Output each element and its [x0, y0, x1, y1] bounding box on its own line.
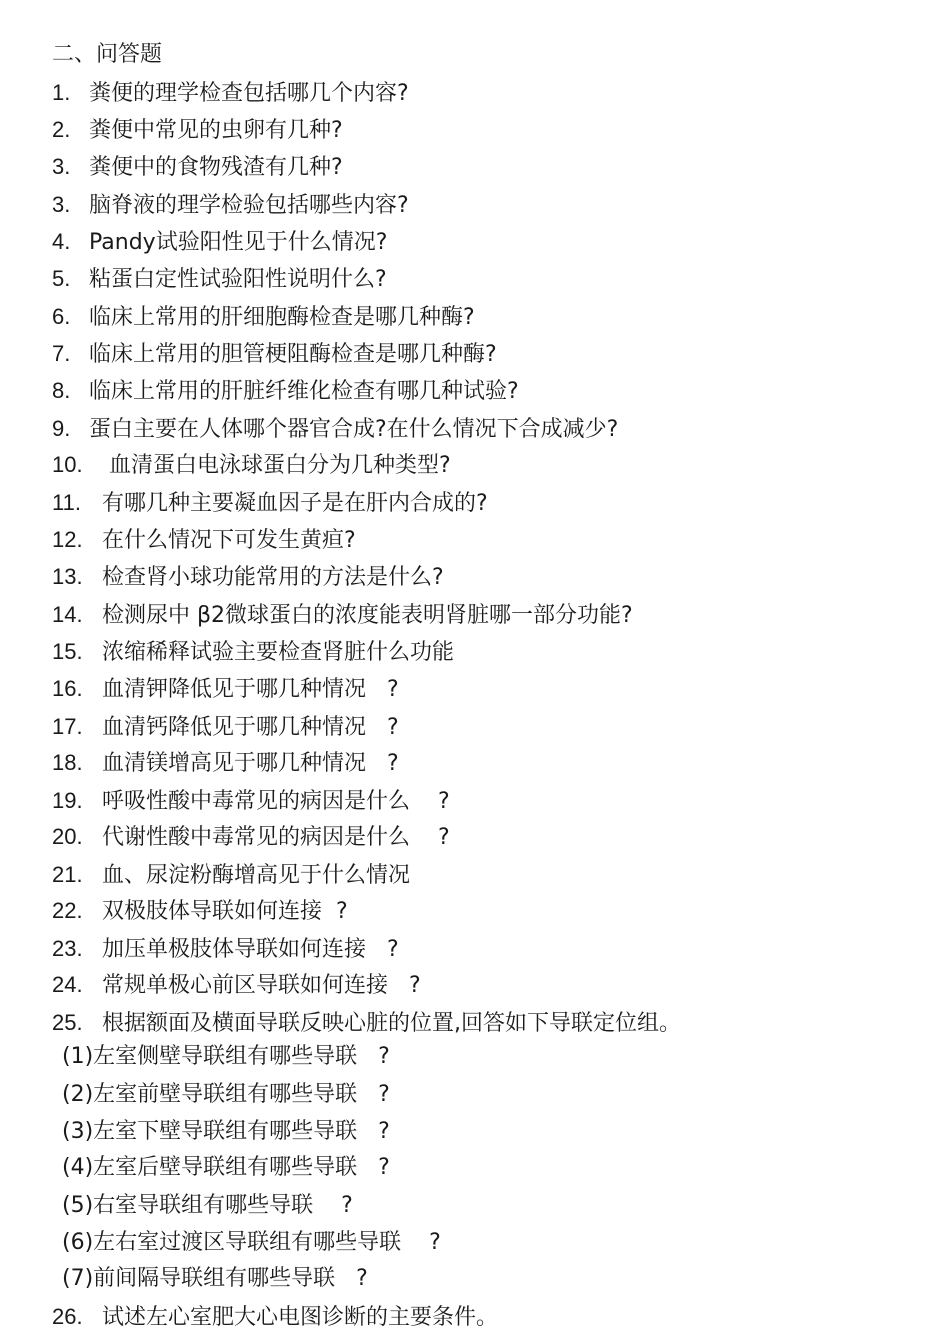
- sub-question-item: [62, 1228, 441, 1258]
- question-text: 粪便中常见的虫卵有几种?: [89, 118, 343, 143]
- question-number: 21.: [52, 862, 83, 887]
- question-number: 5.: [52, 266, 71, 291]
- question-item: [52, 562, 444, 593]
- question-text: 血清钙降低见于哪几种情况 ?: [102, 715, 399, 740]
- question-number: 9.: [52, 416, 71, 441]
- question-text: 在什么情况下可发生黄疸?: [102, 528, 356, 553]
- question-number: 8.: [52, 378, 71, 403]
- question-text: 浓缩稀释试验主要检查肾脏什么功能: [102, 640, 455, 665]
- sub-question-text: 前间隔导联组有哪些导联 ?: [93, 1266, 368, 1291]
- question-item: [52, 414, 618, 445]
- question-item: [52, 78, 409, 109]
- sub-question-item: [62, 1191, 353, 1221]
- sub-question-text: 左室下壁导联组有哪些导联 ?: [93, 1119, 390, 1144]
- question-text: 临床上常用的胆管梗阻酶检查是哪几种酶?: [89, 342, 497, 367]
- question-number: 10.: [52, 452, 83, 477]
- question-number: 16.: [52, 676, 83, 701]
- question-number: 15.: [52, 639, 83, 664]
- question-text: 呼吸性酸中毒常见的病因是什么 ?: [102, 789, 450, 814]
- question-number: 7.: [52, 341, 71, 366]
- question-item: [52, 339, 497, 370]
- question-item: [52, 1302, 498, 1333]
- question-number: 24.: [52, 972, 83, 997]
- question-item: [52, 1008, 681, 1039]
- question-item: [52, 302, 475, 333]
- question-text: 临床上常用的肝脏纤维化检查有哪几种试验?: [89, 379, 519, 404]
- question-text: Pandy试验阳性见于什么情况?: [89, 230, 388, 255]
- question-number: 22.: [52, 898, 83, 923]
- question-item: [52, 674, 399, 705]
- question-text: 检查肾小球功能常用的方法是什么?: [102, 565, 444, 590]
- question-item: [52, 970, 421, 1001]
- question-item: [52, 934, 399, 965]
- question-number: 14.: [52, 602, 83, 627]
- question-text: 常规单极心前区导联如何连接 ?: [102, 973, 421, 998]
- question-number: 1.: [52, 80, 71, 105]
- question-text: 血清镁增高见于哪几种情况 ?: [102, 751, 399, 776]
- sub-question-text: 左室前壁导联组有哪些导联 ?: [93, 1082, 390, 1107]
- question-item: [52, 786, 450, 817]
- question-text: 加压单极肢体导联如何连接 ?: [102, 937, 399, 962]
- question-number: 26.: [52, 1304, 83, 1329]
- question-item: [52, 896, 348, 927]
- question-number: 13.: [52, 564, 83, 589]
- question-item: [52, 525, 356, 556]
- question-item: [52, 190, 409, 221]
- question-item: [52, 227, 387, 258]
- sub-question-number: (2): [62, 1082, 94, 1107]
- question-number: 17.: [52, 714, 83, 739]
- question-number: 18.: [52, 750, 83, 775]
- question-text: 血、尿淀粉酶增高见于什么情况: [102, 863, 411, 888]
- question-item: [52, 860, 410, 891]
- question-number: 23.: [52, 936, 83, 961]
- question-number: 20.: [52, 824, 83, 849]
- question-number: 2.: [52, 117, 71, 142]
- question-text: 根据额面及横面导联反映心脏的位置,回答如下导联定位组。: [102, 1011, 681, 1036]
- question-text: 代谢性酸中毒常见的病因是什么 ?: [102, 825, 450, 850]
- question-item: [52, 637, 454, 668]
- question-number: 4.: [52, 229, 71, 254]
- sub-question-text: 左室后壁导联组有哪些导联 ?: [93, 1155, 390, 1180]
- sub-question-number: (1): [62, 1044, 94, 1069]
- section-heading: 二、问答题: [52, 42, 163, 67]
- question-item: [52, 115, 343, 146]
- sub-question-text: 左右室过渡区导联组有哪些导联 ?: [93, 1230, 441, 1255]
- sub-question-item: [62, 1153, 390, 1183]
- sub-question-item: [62, 1264, 368, 1294]
- sub-question-item: [62, 1117, 390, 1147]
- question-text: 试述左心室肥大心电图诊断的主要条件。: [102, 1305, 499, 1330]
- question-item: [52, 600, 633, 631]
- sub-question-number: (4): [62, 1155, 94, 1180]
- question-text: 检测尿中 β2微球蛋白的浓度能表明肾脏哪一部分功能?: [102, 603, 633, 628]
- question-item: [52, 748, 399, 779]
- question-item: [52, 152, 343, 183]
- sub-question-number: (5): [62, 1193, 94, 1218]
- question-number: 12.: [52, 527, 83, 552]
- question-number: 11.: [52, 490, 81, 515]
- question-text: 双极肢体导联如何连接 ?: [102, 899, 348, 924]
- question-text: 血清钾降低见于哪几种情况 ?: [102, 677, 399, 702]
- question-text: 粘蛋白定性试验阳性说明什么?: [89, 267, 387, 292]
- question-number: 6.: [52, 304, 71, 329]
- question-number: 3.: [52, 154, 71, 179]
- sub-question-text: 左室侧壁导联组有哪些导联 ?: [93, 1044, 390, 1069]
- question-text: 有哪几种主要凝血因子是在肝内合成的?: [102, 491, 488, 516]
- question-item: [52, 488, 488, 519]
- sub-question-number: (7): [62, 1266, 94, 1291]
- question-item: [52, 264, 387, 295]
- question-item: [52, 712, 399, 743]
- question-text: 脑脊液的理学检验包括哪些内容?: [89, 193, 409, 218]
- sub-question-item: [62, 1042, 390, 1072]
- question-text: 蛋白主要在人体哪个器官合成?在什么情况下合成减少?: [89, 417, 619, 442]
- sub-question-number: (6): [62, 1230, 94, 1255]
- question-text: 粪便的理学检查包括哪几个内容?: [89, 81, 409, 106]
- question-item: [52, 450, 451, 481]
- question-number: 25.: [52, 1010, 83, 1035]
- sub-question-text: 右室导联组有哪些导联 ?: [93, 1193, 353, 1218]
- question-item: [52, 822, 450, 853]
- sub-question-number: (3): [62, 1119, 94, 1144]
- question-item: [52, 376, 519, 407]
- question-number: 19.: [52, 788, 83, 813]
- question-text: 临床上常用的肝细胞酶检查是哪几种酶?: [89, 305, 475, 330]
- question-number: 3.: [52, 192, 71, 217]
- question-text: 粪便中的食物残渣有几种?: [89, 155, 343, 180]
- question-text: 血清蛋白电泳球蛋白分为几种类型?: [102, 453, 451, 478]
- sub-question-item: [62, 1080, 390, 1110]
